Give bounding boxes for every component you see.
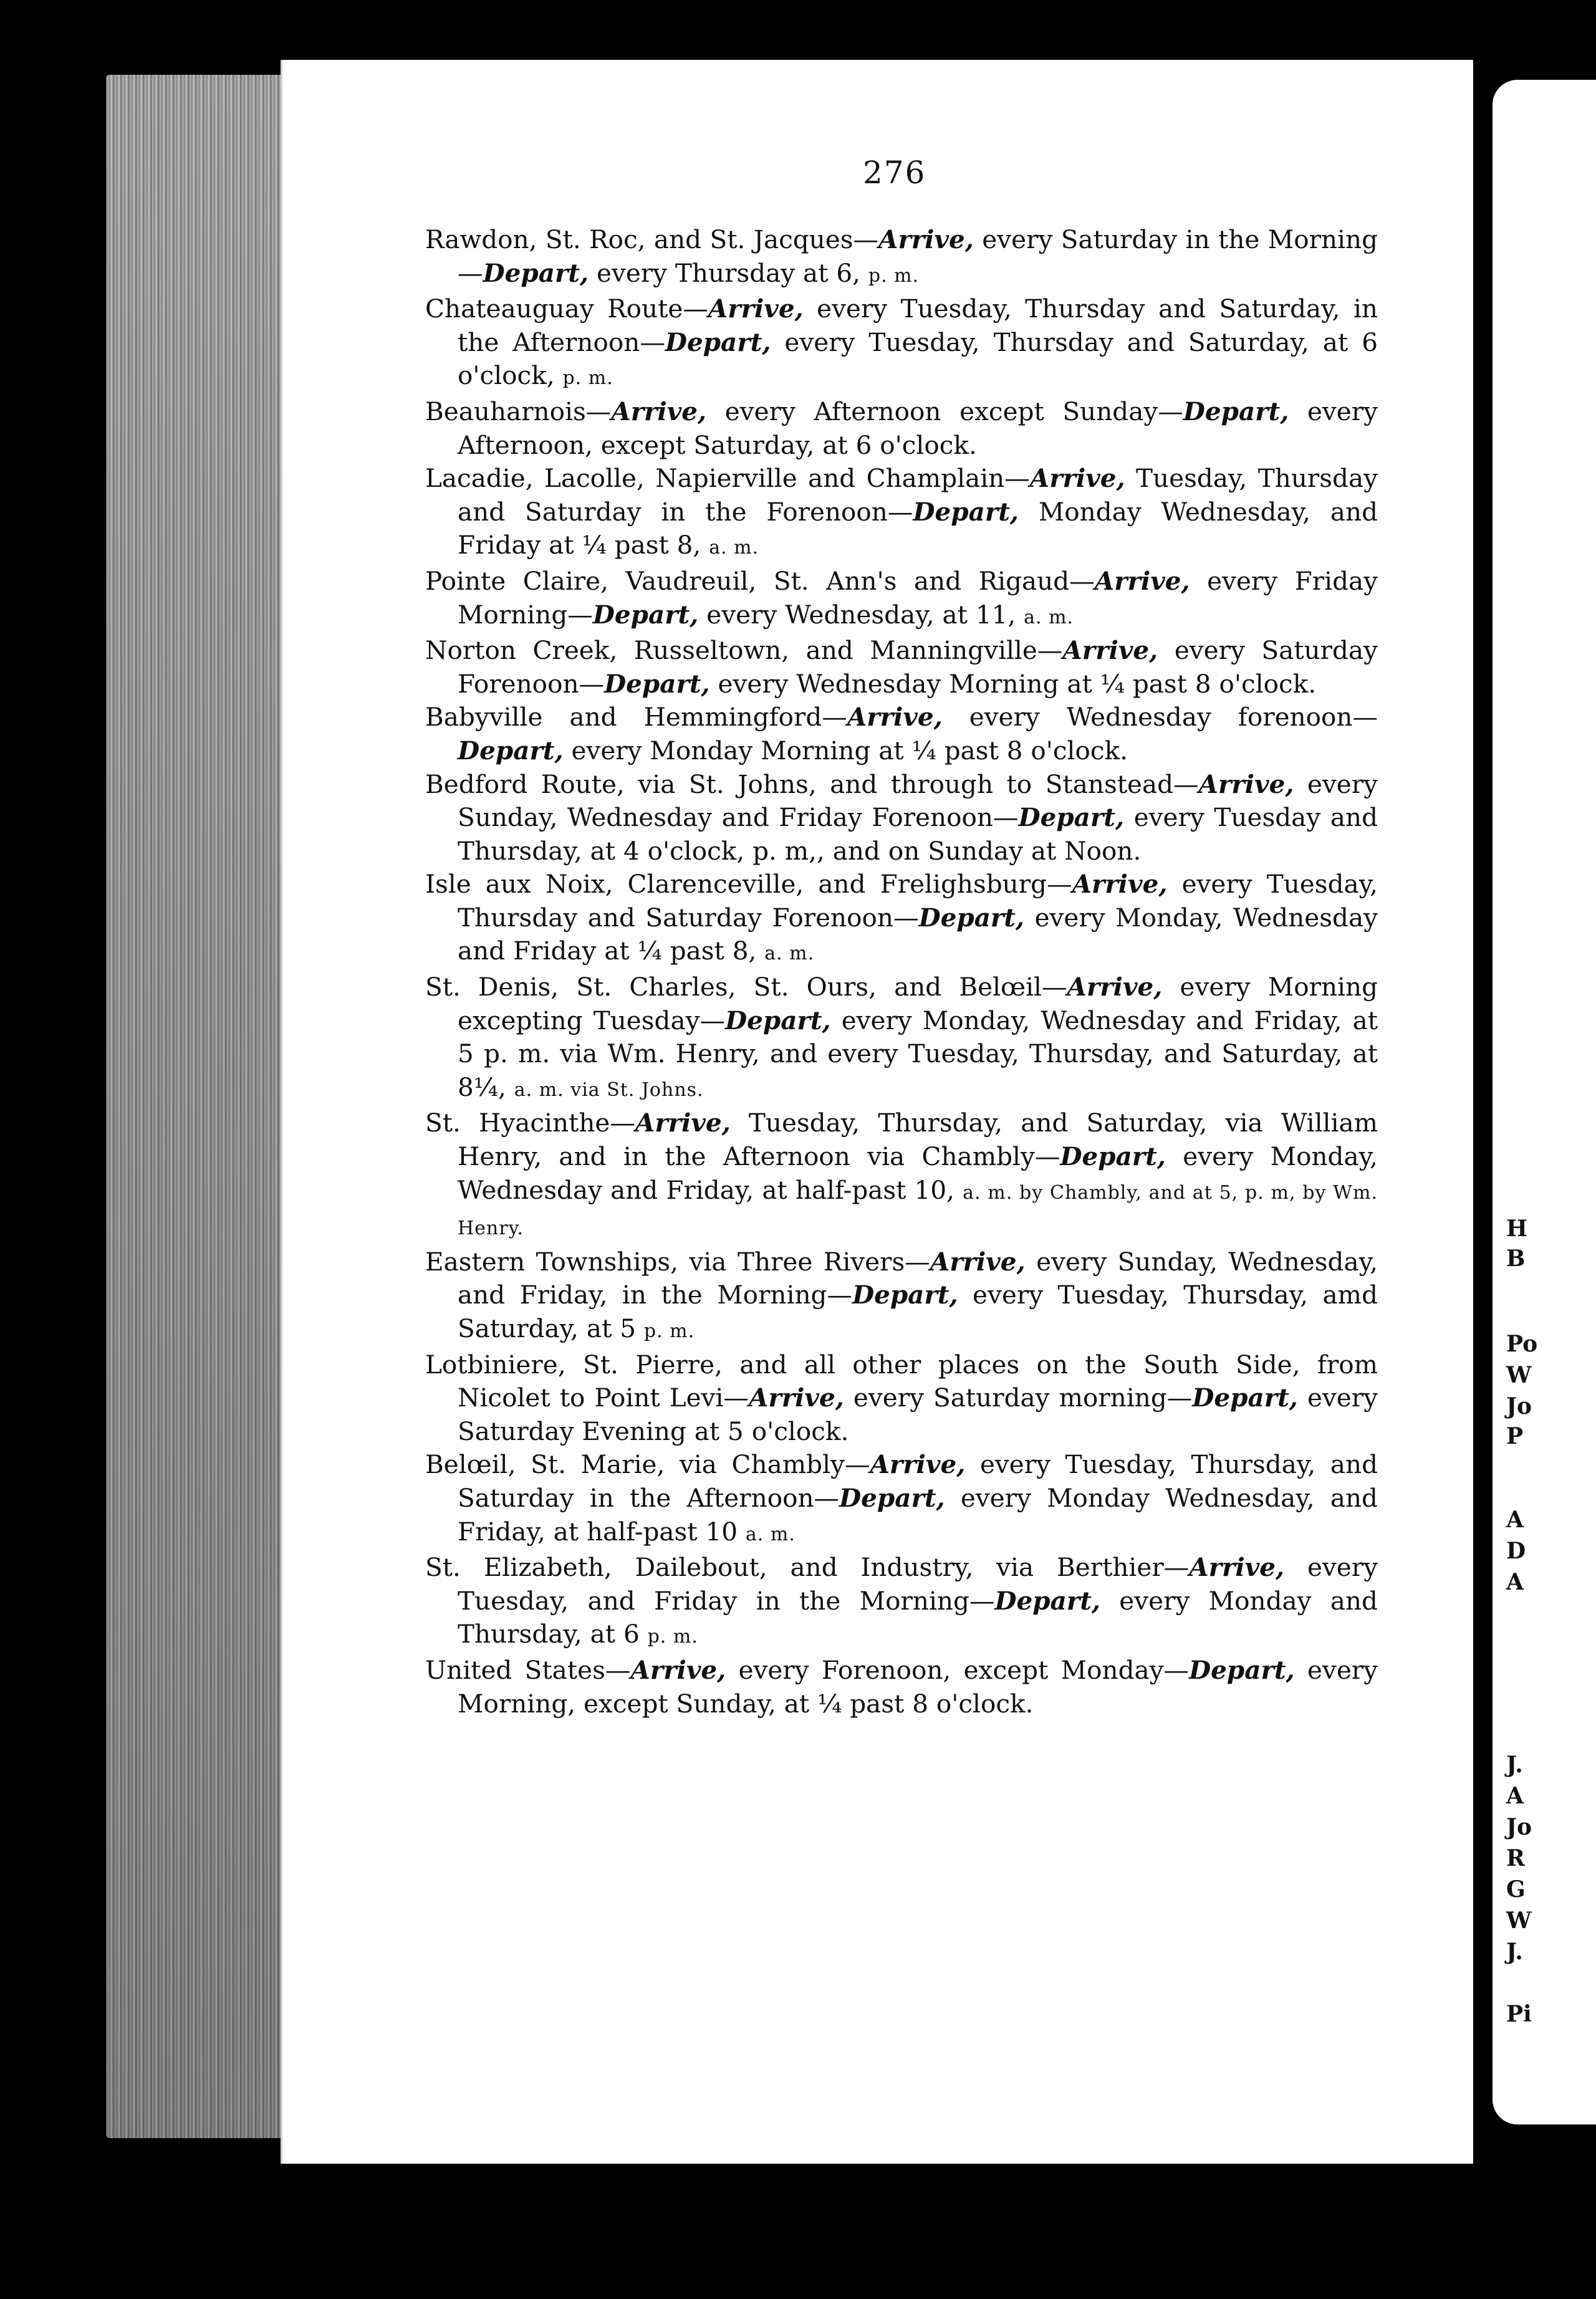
entry-depart: every Wednesday, at 11, [706,599,1016,630]
entry-time-suffix: a. m. [709,537,759,559]
adjacent-page-fragment: Pi [1506,2001,1532,2027]
adjacent-page-fragment: D [1506,1538,1526,1564]
entry-arrive: every Tuesday, Thursday and Saturday Forenoon [458,869,1378,933]
adjacent-page-fragment: A [1506,1569,1524,1595]
entry-depart: every Monday, Wednesday and Friday, at 5 p. m. via Wm. Henry, and every Tuesday, Thursday, and Saturday, at 8¼, [458,1005,1378,1102]
schedule-entry: United States—Arrive, every Forenoon, except Monday—Depart, every Morning, except Sunday, at ¼ past 8 o'clock. [425,1654,1378,1719]
entry-place: Beauharnois [425,396,586,426]
arrive-label: Arrive, [1189,1552,1285,1583]
arrive-label: Arrive, [611,396,707,426]
entry-time-suffix: a. m. [745,1523,796,1545]
entry-arrive: every Morning excepting Tuesday [458,972,1378,1035]
mail-schedule-list [425,223,1378,1721]
entry-depart: every Monday, Wednesday and Friday, at half-past 10, [458,1141,1378,1205]
entry-place: St. Elizabeth, Dailebout, and Industry, via Berthier [425,1552,1164,1583]
arrive-label: Arrive, [630,1654,726,1685]
book-page-edges-shade [106,75,287,2138]
entry-time-suffix: p. m. [868,264,920,287]
entry-arrive: every Friday Morning [458,565,1378,630]
arrive-label: Arrive, [1062,635,1158,666]
arrive-label: Arrive, [708,294,804,324]
arrive-label: Arrive, [870,1449,966,1480]
adjacent-page-fragment: A [1506,1507,1524,1533]
arrive-label: Arrive, [748,1383,844,1413]
arrive-label: Arrive, [1067,972,1163,1002]
depart-label: Depart, [1018,802,1125,833]
entry-arrive: every Sunday, Wednesday and Friday Forenoon [458,769,1378,833]
entry-time-suffix: p. m. [647,1626,698,1648]
depart-label: Depart, [725,1005,831,1035]
entry-place: Chateauguay Route [425,294,683,324]
depart-label: Depart, [1060,1141,1166,1172]
entry-time-suffix: a. m. via St. Johns. [514,1078,704,1101]
schedule-entry: Eastern Townships, via Three Rivers—Arrive, every Sunday, Wednesday, and Friday, in the Morning—Depart, every Tuesday, Thursday, amd Saturday, at 5 p. m. [425,1246,1378,1343]
entry-place: Eastern Townships, via Three Rivers [425,1246,905,1277]
entry-place: Isle aux Noix, Clarenceville, and Frelighsburg [425,869,1047,900]
depart-label: Depart, [839,1482,945,1513]
entry-arrive: every Tuesday, Thursday, and Saturday in the Afternoon [458,1449,1378,1513]
entry-depart: every Tuesday, Thursday and Saturday, at 6 o'clock, [458,327,1378,391]
adjacent-page-fragment: Po [1506,1331,1538,1357]
entry-place: Bedford Route, via St. Johns, and through to Stanstead [425,769,1174,799]
entry-place: St. Hyacinthe [425,1108,610,1138]
entry-time-suffix: p. m. [562,367,613,390]
schedule-entry: Pointe Claire, Vaudreuil, St. Ann's and Rigaud—Arrive, every Friday Morning—Depart, every Wednesday, at 11, a. m. [425,565,1378,630]
depart-label: Depart, [665,327,771,357]
depart-label: Depart, [994,1585,1100,1616]
page-number: 276 [863,155,926,191]
arrive-label: Arrive, [878,224,974,254]
entry-depart: every Thursday at 6, [596,257,860,288]
entry-depart: every Morning, except Sunday, at ¼ past 8 o'clock. [458,1654,1378,1719]
adjacent-page-fragment: J. [1506,1939,1523,1965]
entry-place: Belœil, St. Marie, via Chambly [425,1449,845,1480]
schedule-entry: Beauharnois—Arrive, every Afternoon except Sunday—Depart, every Afternoon, except Saturday, at 6 o'clock. [425,396,1378,460]
adjacent-page-fragment: G [1506,1876,1526,1903]
depart-label: Depart, [604,668,710,699]
entry-depart: every Monday Wednesday, and Friday, at half-past 10 [458,1482,1378,1547]
entry-depart: every Monday, Wednesday and Friday at ¼ past 8, [458,902,1378,966]
entry-depart: every Tuesday, Thursday, amd Saturday, at 5 [458,1280,1378,1343]
entry-place: United States [425,1654,605,1685]
entry-time-suffix: a. m. [764,943,815,965]
arrive-label: Arrive, [1072,869,1168,900]
entry-time-suffix: a. m. by Chambly, and at 5, p. m, by Wm. Henry. [458,1181,1378,1240]
entry-time-suffix: p. m. [643,1320,695,1342]
arrive-label: Arrive, [635,1108,731,1138]
adjacent-page-fragment: J. [1506,1752,1523,1778]
entry-depart: every Afternoon, except Saturday, at 6 o'clock. [458,396,1378,460]
schedule-entry: Bedford Route, via St. Johns, and through to Stanstead—Arrive, every Sunday, Wednesday and Friday Forenoon—Depart, every Tuesday and Thursday, at 4 o'clock, p. m,, and on Sunday at Noon. [425,769,1378,866]
entry-place: Lacadie, Lacolle, Napierville and Champlain [425,463,1005,494]
schedule-entry: Isle aux Noix, Clarenceville, and Frelighsburg—Arrive, every Tuesday, Thursday and Saturday Forenoon—Depart, every Monday, Wednesday and Friday at ¼ past 8, a. m. [425,869,1378,966]
adjacent-page-fragment: Jo [1506,1814,1532,1840]
depart-label: Depart, [1192,1383,1298,1413]
entry-arrive: every Tuesday, and Friday in the Morning [458,1552,1378,1616]
depart-label: Depart, [852,1280,958,1310]
entry-depart: every Monday Morning at ¼ past 8 o'clock. [571,735,1128,766]
schedule-entry: Rawdon, St. Roc, and St. Jacques—Arrive, every Saturday in the Morning—Depart, every Thursday at 6, p. m. [425,224,1378,288]
schedule-entry: Norton Creek, Russeltown, and Manningville—Arrive, every Saturday Forenoon—Depart, every Wednesday Morning at ¼ past 8 o'clock. [425,635,1378,699]
depart-label: Depart, [592,599,699,630]
adjacent-page-fragment: A [1506,1783,1524,1809]
adjacent-page-fragment: Jo [1506,1393,1532,1419]
depart-label: Depart, [1183,396,1289,426]
schedule-entry: Lotbiniere, St. Pierre, and all other places on the South Side, from Nicolet to Point Levi—Arrive, every Saturday morning—Depart, every Saturday Evening at 5 o'clock. [425,1349,1378,1446]
schedule-entry: St. Elizabeth, Dailebout, and Industry, via Berthier—Arrive, every Tuesday, and Friday in the Morning—Depart, every Monday and Thursday, at 6 p. m. [425,1552,1378,1649]
depart-label: Depart, [918,902,1025,933]
depart-label: Depart, [483,257,589,288]
schedule-entry: St. Denis, St. Charles, St. Ours, and Belœil—Arrive, every Morning excepting Tuesday—Depart, every Monday, Wednesday and Friday, at 5 p. m. via Wm. Henry, and every Tuesday, Thursday, and Saturday, at 8¼, a. m. via St. Johns. [425,972,1378,1102]
schedule-entry: St. Hyacinthe—Arrive, Tuesday, Thursday, and Saturday, via William Henry, and in the Afternoon via Chambly—Depart, every Monday, Wednesday and Friday, at half-past 10, a. m. by Chambly, and at 5, p. m, by Wm. Henry. [425,1108,1378,1240]
entry-time-suffix: a. m. [1024,606,1074,628]
schedule-entry: Belœil, St. Marie, via Chambly—Arrive, every Tuesday, Thursday, and Saturday in the Afternoon—Depart, every Monday Wednesday, and Friday, at half-past 10 a. m. [425,1449,1378,1547]
entry-place: St. Denis, St. Charles, St. Ours, and Belœil [425,972,1042,1002]
depart-label: Depart, [458,735,564,766]
entry-arrive: every Forenoon, except Monday [738,1654,1164,1685]
arrive-label: Arrive, [1198,769,1294,799]
entry-depart: every Saturday Evening at 5 o'clock. [458,1383,1378,1446]
entry-arrive: Tuesday, Thursday and Saturday in the Forenoon [458,463,1378,527]
entry-place: Lotbiniere, St. Pierre, and all other places on the South Side, from Nicolet to Point Levi [425,1349,1378,1413]
entry-depart: every Tuesday and Thursday, at 4 o'clock, p. m,, and on Sunday at Noon. [458,802,1378,866]
entry-arrive: every Wednesday forenoon [969,702,1353,732]
depart-label: Depart, [913,496,1019,527]
schedule-entry: Lacadie, Lacolle, Napierville and Champlain—Arrive, Tuesday, Thursday and Saturday in the Forenoon—Depart, Monday Wednesday, and Friday at ¼ past 8, a. m. [425,463,1378,560]
arrive-label: Arrive, [930,1246,1026,1277]
arrive-label: Arrive, [847,702,943,732]
entry-arrive: every Sunday, Wednesday, and Friday, in the Morning [458,1246,1378,1310]
entry-arrive: every Afternoon except Sunday [724,396,1158,426]
entry-place: Babyville and Hemmingford [425,702,822,732]
schedule-entry: Chateauguay Route—Arrive, every Tuesday, Thursday and Saturday, in the Afternoon—Depart, every Tuesday, Thursday and Saturday, at 6 o'clock, p. m. [425,294,1378,391]
entry-arrive: every Saturday Forenoon [458,635,1378,699]
depart-label: Depart, [1189,1654,1295,1685]
entry-arrive: every Tuesday, Thursday and Saturday, in the Afternoon [458,294,1378,357]
entry-arrive: Tuesday, Thursday, and Saturday, via William Henry, and in the Afternoon via Chambly [458,1108,1378,1172]
arrive-label: Arrive, [1029,463,1125,494]
entry-depart: every Wednesday Morning at ¼ past 8 o'clock. [718,668,1317,699]
arrive-label: Arrive, [1094,565,1190,596]
entry-place: Pointe Claire, Vaudreuil, St. Ann's and Rigaud [425,565,1070,596]
entry-place: Rawdon, St. Roc, and St. Jacques [425,224,853,254]
entry-arrive: every Saturday morning [853,1383,1167,1413]
adjacent-page-fragment: W [1506,1908,1532,1934]
entry-arrive: every Saturday in the Morning [982,224,1378,254]
adjacent-page-fragment: W [1506,1362,1532,1388]
adjacent-page-strip [1493,80,1596,2124]
entry-depart: Monday Wednesday, and Friday at ¼ past 8, [458,496,1378,560]
entry-place: Norton Creek, Russeltown, and Manningville [425,635,1037,666]
entry-depart: every Monday and Thursday, at 6 [458,1585,1378,1649]
adjacent-page-fragment: B [1506,1245,1526,1272]
adjacent-page-fragment: R [1506,1845,1525,1871]
adjacent-page-fragment: H [1506,1216,1528,1242]
adjacent-page-fragment: P [1506,1423,1524,1449]
schedule-entry: Babyville and Hemmingford—Arrive, every Wednesday forenoon—Depart, every Monday Morning at ¼ past 8 o'clock. [425,702,1378,766]
